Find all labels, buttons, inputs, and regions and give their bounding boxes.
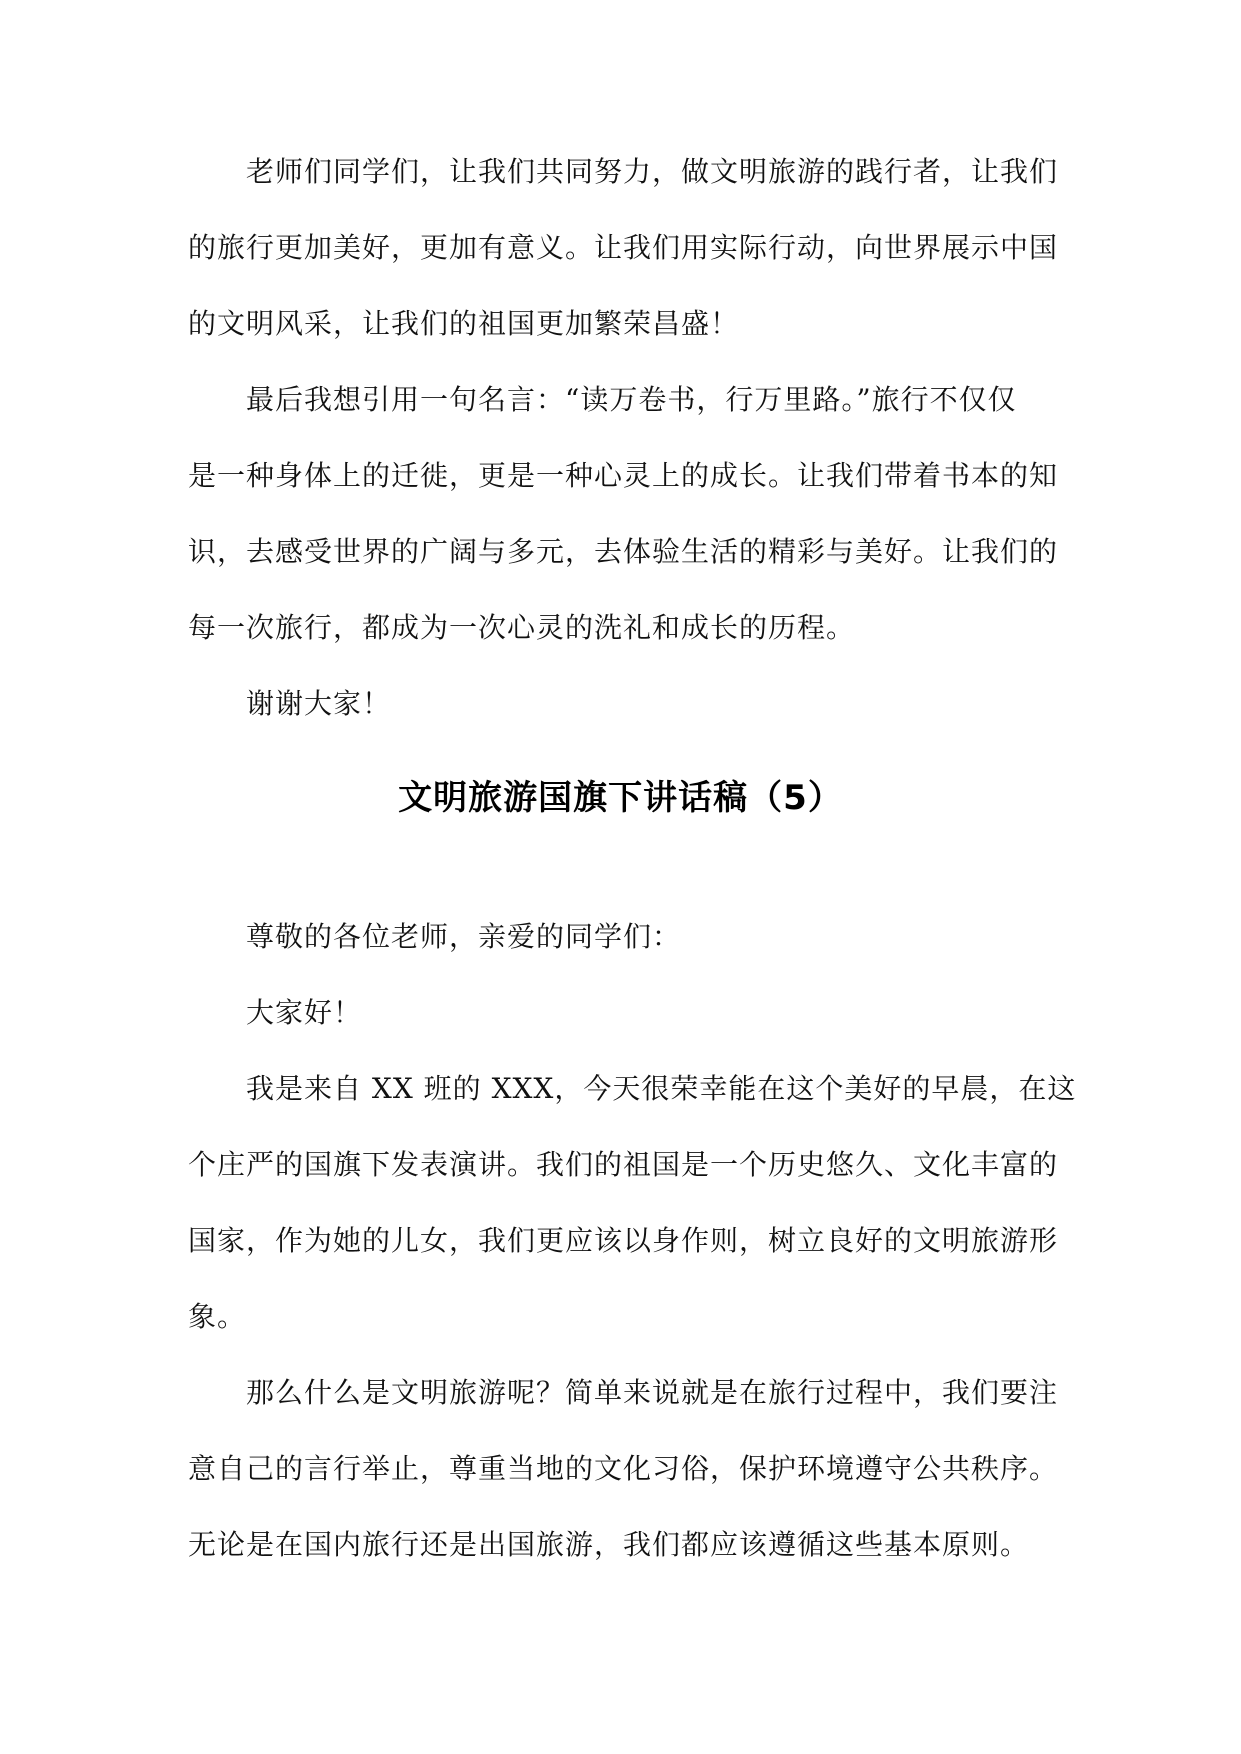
paragraph [188,362,1068,666]
paragraph-line: 国家，作为她的儿女，我们更应该以身作则，树立良好的文明旅游形 [188,1224,1059,1257]
paragraph-line: 的文明风采，让我们的祖国更加繁荣昌盛！ [188,307,740,340]
paragraph-line: 意自己的言行举止，尊重当地的文化习俗，保护环境遵守公共秩序。 [188,1452,1059,1485]
paragraph-line: 无论是在国内旅行还是出国旅游，我们都应该遵循这些基本原则。 [188,1528,1030,1561]
paragraph-line: 大家好！ [246,996,363,1029]
paragraph [188,975,1068,1051]
paragraph-line: 老师们同学们，让我们共同努力，做文明旅游的践行者，让我们 [246,155,1059,188]
page-title: 文明旅游国旗下讲话稿（5） [398,778,843,818]
paragraph-line: 最后我想引用一句名言：“读万卷书，行万里路。”旅行不仅仅 [246,383,1017,416]
paragraph [188,1051,1077,1355]
paragraph-line: 识，去感受世界的广阔与多元，去体验生活的精彩与美好。让我们的 [188,535,1059,568]
paragraph [188,899,1068,975]
paragraph-line: 的旅行更加美好，更加有意义。让我们用实际行动，向世界展示中国 [188,231,1059,264]
section-1 [188,134,1068,742]
section-2 [188,899,1077,1583]
paragraph [188,666,1068,742]
paragraph [188,134,1068,362]
paragraph-line: 每一次旅行，都成为一次心灵的洗礼和成长的历程。 [188,611,856,644]
paragraph [188,1355,1068,1583]
paragraph-line: 尊敬的各位老师，亲爱的同学们： [246,920,682,953]
paragraph-line: 是一种身体上的迁徙，更是一种心灵上的成长。让我们带着书本的知 [188,459,1059,492]
paragraph-line: 那么什么是文明旅游呢？简单来说就是在旅行过程中，我们要注 [246,1376,1059,1409]
paragraph-line: 谢谢大家！ [246,687,392,720]
paragraph-line: 象。 [188,1300,247,1333]
paragraph-line: 个庄严的国旗下发表演讲。我们的祖国是一个历史悠久、文化丰富的 [188,1148,1059,1181]
paragraph-line: 我是来自 XX 班的 XXX，今天很荣幸能在这个美好的早晨，在这 [246,1072,1077,1105]
